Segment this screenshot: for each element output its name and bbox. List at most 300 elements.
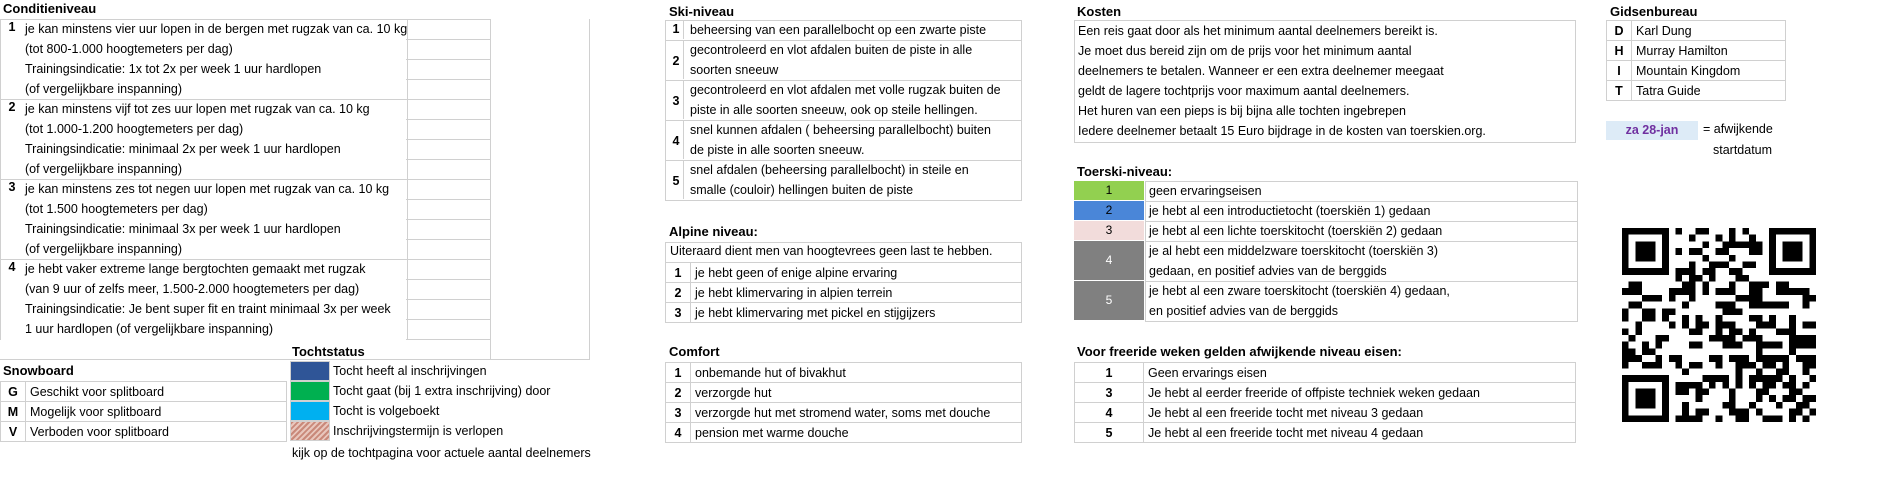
conditie-empty-cell <box>406 139 491 160</box>
conditie-empty-cell <box>406 119 491 140</box>
qr-module <box>1729 255 1736 262</box>
qr-module <box>1662 268 1669 275</box>
qr-module <box>1696 322 1703 329</box>
qr-module <box>1749 402 1756 409</box>
qr-module <box>1709 268 1716 275</box>
qr-module <box>1776 228 1783 235</box>
qr-module <box>1669 295 1676 302</box>
comfort-row <box>666 423 1022 443</box>
qr-module <box>1756 282 1763 289</box>
qr-module <box>1655 342 1662 349</box>
freeride-label: Je hebt al een freeride tocht met niveau 3 gedaan <box>1144 403 1576 423</box>
qr-module <box>1742 355 1749 362</box>
qr-module <box>1649 308 1656 315</box>
freeride-row <box>1075 363 1576 383</box>
qr-module <box>1662 335 1669 342</box>
gidsen-code: H <box>1607 41 1632 61</box>
kosten-line: Een reis gaat door als het minimum aantal deelnemers bereikt is. <box>1078 24 1438 38</box>
qr-module <box>1762 382 1769 389</box>
qr-module <box>1635 288 1642 295</box>
freeride-table <box>1074 362 1576 443</box>
comfort-table <box>665 362 1022 443</box>
qr-module <box>1662 241 1669 248</box>
qr-module <box>1729 328 1736 335</box>
qr-module <box>1749 302 1756 309</box>
qr-module <box>1736 275 1743 282</box>
toerski-line: je hebt al een introductietocht (toerskiën 1) gedaan <box>1149 204 1431 218</box>
alpine-label: je hebt klimervaring met pickel en stijgijzers <box>691 303 1022 323</box>
qr-module <box>1803 368 1810 375</box>
qr-module <box>1756 302 1763 309</box>
tochtstatus-note: kijk op de tochtpagina voor actuele aantal deelnemers <box>292 446 591 460</box>
qr-module <box>1809 409 1816 416</box>
qr-module <box>1689 235 1696 242</box>
gidsen-table <box>1606 20 1786 101</box>
qr-module <box>1676 228 1683 235</box>
qr-module <box>1696 315 1703 322</box>
qr-module <box>1682 415 1689 422</box>
qr-module <box>1649 389 1656 396</box>
toerski-line: en positief advies van de berggids <box>1149 304 1339 318</box>
qr-module <box>1796 389 1803 396</box>
afwijkend-label-2: startdatum <box>1713 143 1773 157</box>
conditie-line: je hebt vaker extreme lange bergtochten gemaakt met rugzak <box>25 262 366 276</box>
ski-line: de piste in alle soorten sneeuw. <box>690 143 865 157</box>
qr-module <box>1736 362 1743 369</box>
qr-module <box>1622 382 1629 389</box>
toerski-line: gedaan, en positief advies van de berggids <box>1149 264 1387 278</box>
qr-module <box>1783 395 1790 402</box>
conditie-line: (of vergelijkbare inspanning) <box>25 82 183 96</box>
qr-module <box>1662 255 1669 262</box>
qr-module <box>1776 375 1783 382</box>
qr-module <box>1702 409 1709 416</box>
comfort-label: pension met warme douche <box>691 423 1022 443</box>
conditie-line: (tot 800-1.000 hoogtemeters per dag) <box>25 42 233 56</box>
conditie-empty-cell <box>406 99 491 120</box>
qr-module <box>1722 248 1729 255</box>
conditie-line: Trainingsindicatie: minimaal 3x per week 1 uur hardlopen <box>25 222 341 236</box>
comfort-title: Comfort <box>669 344 720 359</box>
kosten-line: deelnemers te betalen. Wanneer er een extra deelnemer meegaat <box>1078 64 1444 78</box>
qr-module <box>1655 355 1662 362</box>
qr-module <box>1796 228 1803 235</box>
qr-module <box>1689 248 1696 255</box>
qr-module <box>1749 248 1756 255</box>
qr-module <box>1622 355 1629 362</box>
qr-module <box>1762 362 1769 369</box>
qr-module <box>1682 282 1689 289</box>
qr-module <box>1722 308 1729 315</box>
snowboard-title: Snowboard <box>3 363 74 378</box>
kosten-line: Je moet dus bereid zijn om de prijs voor het minimum aantal <box>1078 44 1412 58</box>
qr-module <box>1742 241 1749 248</box>
alpine-title: Alpine niveau: <box>669 224 758 239</box>
qr-module <box>1729 308 1736 315</box>
qr-module <box>1622 308 1629 315</box>
qr-module <box>1689 382 1696 389</box>
qr-module <box>1736 409 1743 416</box>
status-swatch <box>290 401 330 421</box>
conditie-line: je kan minstens vijf tot zes uur lopen met rugzak van ca. 10 kg <box>25 102 370 116</box>
qr-module <box>1696 342 1703 349</box>
qr-module <box>1676 288 1683 295</box>
qr-module <box>1722 261 1729 268</box>
qr-module <box>1749 288 1756 295</box>
qr-module <box>1722 335 1729 342</box>
qr-module <box>1635 355 1642 362</box>
qr-module <box>1622 235 1629 242</box>
qr-module <box>1736 382 1743 389</box>
comfort-label: verzorgde hut met stromend water, soms met douche <box>691 403 1022 423</box>
qr-module <box>1642 248 1649 255</box>
qr-module <box>1722 342 1729 349</box>
qr-module <box>1776 368 1783 375</box>
qr-module <box>1716 235 1723 242</box>
toerski-level-swatch: 4 <box>1074 241 1144 280</box>
qr-module <box>1642 375 1649 382</box>
qr-module <box>1682 382 1689 389</box>
qr-module <box>1742 275 1749 282</box>
freeride-row <box>1075 423 1576 443</box>
qr-module <box>1783 362 1790 369</box>
alpine-table <box>665 262 1022 323</box>
conditie-line: Trainingsindicatie: Je bent super fit en traint minimaal 3x per week <box>25 302 391 316</box>
qr-module <box>1769 241 1776 248</box>
qr-module <box>1762 389 1769 396</box>
ski-level-number: 3 <box>672 94 680 108</box>
qr-module <box>1769 235 1776 242</box>
qr-module <box>1783 368 1790 375</box>
qr-module <box>1749 261 1756 268</box>
ski-title: Ski-niveau <box>669 4 735 19</box>
qr-module <box>1642 241 1649 248</box>
qr-module <box>1629 375 1636 382</box>
qr-module <box>1689 282 1696 289</box>
qr-module <box>1689 268 1696 275</box>
conditie-line: je kan minstens vier uur lopen in de bergen met rugzak van ca. 10 kg <box>25 22 408 36</box>
comfort-row <box>666 363 1022 383</box>
qr-module <box>1756 335 1763 342</box>
gidsen-label: Mountain Kingdom <box>1632 61 1786 81</box>
ski-level-number: 1 <box>672 22 680 36</box>
qr-module <box>1769 355 1776 362</box>
qr-module <box>1622 409 1629 416</box>
qr-module <box>1702 288 1709 295</box>
qr-module <box>1769 302 1776 309</box>
qr-module <box>1756 295 1763 302</box>
qr-module <box>1729 335 1736 342</box>
conditie-line: (of vergelijkbare inspanning) <box>25 162 183 176</box>
qr-module <box>1769 255 1776 262</box>
qr-module <box>1783 355 1790 362</box>
qr-module <box>1756 355 1763 362</box>
qr-module <box>1803 268 1810 275</box>
qr-module <box>1682 409 1689 416</box>
qr-module <box>1769 315 1776 322</box>
gidsen-code: T <box>1607 81 1632 101</box>
qr-module <box>1776 402 1783 409</box>
qr-module <box>1696 248 1703 255</box>
ski-line: piste in alle soorten sneeuw, ook op steile hellingen. <box>690 103 978 117</box>
qr-module <box>1722 382 1729 389</box>
conditie-empty-cell <box>406 59 491 80</box>
alpine-intro: Uiteraard dient men van hoogtevrees geen last te hebben. <box>670 244 993 258</box>
freeride-label: Je hebt al eerder freeride of offpiste techniek weken gedaan <box>1144 383 1576 403</box>
gidsen-label: Karl Dung <box>1632 21 1786 41</box>
qr-module <box>1696 415 1703 422</box>
qr-module <box>1635 415 1642 422</box>
qr-module <box>1756 395 1763 402</box>
qr-module <box>1729 342 1736 349</box>
qr-module <box>1622 395 1629 402</box>
qr-module <box>1762 282 1769 289</box>
qr-module <box>1676 415 1683 422</box>
conditie-line: (tot 1.500 hoogtemeters per dag) <box>25 202 208 216</box>
conditie-empty-cell <box>406 159 491 180</box>
qr-module <box>1649 295 1656 302</box>
conditie-cell <box>0 259 408 340</box>
qr-module <box>1736 268 1743 275</box>
ski-line: gecontroleerd en vlot afdalen met volle rugzak buiten de <box>690 83 1001 97</box>
qr-module <box>1635 248 1642 255</box>
qr-module <box>1635 302 1642 309</box>
qr-module <box>1716 335 1723 342</box>
qr-module <box>1662 308 1669 315</box>
qr-module <box>1662 415 1669 422</box>
qr-module <box>1635 389 1642 396</box>
qr-module <box>1689 295 1696 302</box>
qr-module <box>1696 362 1703 369</box>
snowboard-label: Geschikt voor splitboard <box>26 382 287 402</box>
comfort-row <box>666 403 1022 423</box>
qr-module <box>1649 375 1656 382</box>
qr-module <box>1809 375 1816 382</box>
qr-module <box>1803 228 1810 235</box>
qr-module <box>1789 348 1796 355</box>
qr-module <box>1729 395 1736 402</box>
qr-module <box>1736 328 1743 335</box>
qr-module <box>1629 348 1636 355</box>
conditie-empty-cell <box>406 239 491 260</box>
qr-module <box>1742 415 1749 422</box>
qr-module <box>1622 375 1629 382</box>
kosten-line: Het huren van een pieps is bij bijna alle tochten ingebrepen <box>1078 104 1407 118</box>
snowboard-row <box>1 402 287 422</box>
qr-module <box>1776 328 1783 335</box>
qr-module <box>1622 348 1629 355</box>
toerski-line: je al hebt een middelzware toerskitocht (toerskiën 3) <box>1149 244 1439 258</box>
qr-module <box>1789 409 1796 416</box>
qr-module <box>1776 302 1783 309</box>
qr-module <box>1669 355 1676 362</box>
qr-module <box>1689 275 1696 282</box>
kosten-title: Kosten <box>1077 4 1122 19</box>
qr-module <box>1696 382 1703 389</box>
qr-module <box>1809 335 1816 342</box>
qr-module <box>1749 328 1756 335</box>
qr-module <box>1769 248 1776 255</box>
conditie-line: je kan minstens zes tot negen uur lopen met rugzak van ca. 10 kg <box>25 182 390 196</box>
qr-module <box>1796 241 1803 248</box>
qr-module <box>1635 282 1642 289</box>
toerski-level-swatch: 5 <box>1074 281 1144 320</box>
qr-module <box>1622 342 1629 349</box>
qr-module <box>1803 362 1810 369</box>
kosten-line: Iedere deelnemer betaalt 15 Euro bijdrage in de kosten van toerskien.org. <box>1078 124 1486 138</box>
qr-module <box>1769 362 1776 369</box>
conditie-level-number: 4 <box>8 260 16 274</box>
status-label: Tocht heeft al inschrijvingen <box>333 364 487 378</box>
qr-module <box>1682 322 1689 329</box>
qr-module <box>1809 268 1816 275</box>
qr-module <box>1789 288 1796 295</box>
qr-module <box>1789 268 1796 275</box>
qr-module <box>1696 395 1703 402</box>
qr-module <box>1756 241 1763 248</box>
qr-module <box>1769 322 1776 329</box>
qr-module <box>1783 288 1790 295</box>
qr-module <box>1676 248 1683 255</box>
qr-module <box>1642 342 1649 349</box>
qr-module <box>1722 241 1729 248</box>
qr-module <box>1696 389 1703 396</box>
qr-module <box>1749 382 1756 389</box>
qr-module <box>1622 402 1629 409</box>
conditie-empty-cell <box>406 199 491 220</box>
freeride-number: 1 <box>1075 363 1144 383</box>
conditie-empty-cell <box>406 279 491 300</box>
qr-module <box>1696 409 1703 416</box>
qr-module <box>1635 268 1642 275</box>
conditie-cell <box>0 19 408 100</box>
qr-module <box>1622 255 1629 262</box>
qr-module <box>1722 375 1729 382</box>
qr-module <box>1809 395 1816 402</box>
qr-module <box>1769 375 1776 382</box>
qr-module <box>1803 395 1810 402</box>
qr-module <box>1749 362 1756 369</box>
conditie-title: Conditieniveau <box>3 1 97 16</box>
ski-line: smalle (couloir) hellingen buiten de piste <box>690 183 914 197</box>
qr-module <box>1676 268 1683 275</box>
qr-module <box>1722 402 1729 409</box>
snowboard-code: V <box>1 422 26 442</box>
qr-module <box>1629 335 1636 342</box>
qr-module <box>1716 328 1723 335</box>
qr-module <box>1762 302 1769 309</box>
gidsen-label: Tatra Guide <box>1632 81 1786 101</box>
qr-module <box>1803 335 1810 342</box>
qr-module <box>1756 348 1763 355</box>
qr-module <box>1662 261 1669 268</box>
status-swatch <box>290 421 330 441</box>
qr-module <box>1649 348 1656 355</box>
qr-module <box>1762 342 1769 349</box>
qr-module <box>1629 288 1636 295</box>
qr-module <box>1803 288 1810 295</box>
qr-module <box>1642 348 1649 355</box>
qr-module <box>1642 255 1649 262</box>
conditie-empty-cell <box>406 299 491 320</box>
status-label: Tocht is volgeboekt <box>333 404 440 418</box>
qr-module <box>1762 322 1769 329</box>
qr-module <box>1796 248 1803 255</box>
qr-module <box>1749 315 1756 322</box>
qr-module <box>1809 261 1816 268</box>
conditie-line: Trainingsindicatie: minimaal 2x per week 1 uur hardlopen <box>25 142 341 156</box>
qr-module <box>1702 241 1709 248</box>
conditie-cell <box>0 99 408 180</box>
qr-module <box>1762 375 1769 382</box>
snowboard-row <box>1 422 287 442</box>
qr-module <box>1809 355 1816 362</box>
qr-module <box>1729 389 1736 396</box>
qr-module <box>1662 402 1669 409</box>
qr-module <box>1769 415 1776 422</box>
qr-module <box>1629 302 1636 309</box>
qr-module <box>1796 402 1803 409</box>
snowboard-label: Mogelijk voor splitboard <box>26 402 287 422</box>
qr-module <box>1655 415 1662 422</box>
gidsen-row <box>1607 61 1786 81</box>
qr-module <box>1789 228 1796 235</box>
qr-module <box>1662 389 1669 396</box>
qr-module <box>1709 355 1716 362</box>
qr-module <box>1716 355 1723 362</box>
qr-module <box>1662 228 1669 235</box>
qr-module <box>1722 302 1729 309</box>
qr-module <box>1809 322 1816 329</box>
qr-module <box>1756 342 1763 349</box>
qr-module <box>1635 402 1642 409</box>
qr-module <box>1783 228 1790 235</box>
gidsen-row <box>1607 21 1786 41</box>
qr-module <box>1803 322 1810 329</box>
gidsen-code: D <box>1607 21 1632 41</box>
qr-module <box>1702 322 1709 329</box>
qr-module <box>1783 302 1790 309</box>
qr-module <box>1622 288 1629 295</box>
qr-module <box>1809 228 1816 235</box>
qr-module <box>1729 322 1736 329</box>
qr-module <box>1789 342 1796 349</box>
gidsen-row <box>1607 81 1786 101</box>
qr-module <box>1769 261 1776 268</box>
qr-module <box>1669 308 1676 315</box>
qr-module <box>1662 382 1669 389</box>
qr-module <box>1789 389 1796 396</box>
qr-module <box>1676 362 1683 369</box>
comfort-number: 4 <box>666 423 691 443</box>
qr-module <box>1742 409 1749 416</box>
qr-module <box>1622 261 1629 268</box>
qr-module <box>1803 402 1810 409</box>
qr-module <box>1769 382 1776 389</box>
conditie-line: (tot 1.000-1.200 hoogtemeters per dag) <box>25 122 244 136</box>
qr-module <box>1729 355 1736 362</box>
qr-module <box>1783 382 1790 389</box>
alpine-row <box>666 303 1022 323</box>
conditie-empty-cell <box>406 219 491 240</box>
qr-module <box>1702 255 1709 262</box>
qr-module <box>1682 268 1689 275</box>
qr-module <box>1682 302 1689 309</box>
qr-module <box>1649 268 1656 275</box>
qr-module <box>1736 375 1743 382</box>
qr-module <box>1789 335 1796 342</box>
conditie-empty-cell <box>406 39 491 60</box>
